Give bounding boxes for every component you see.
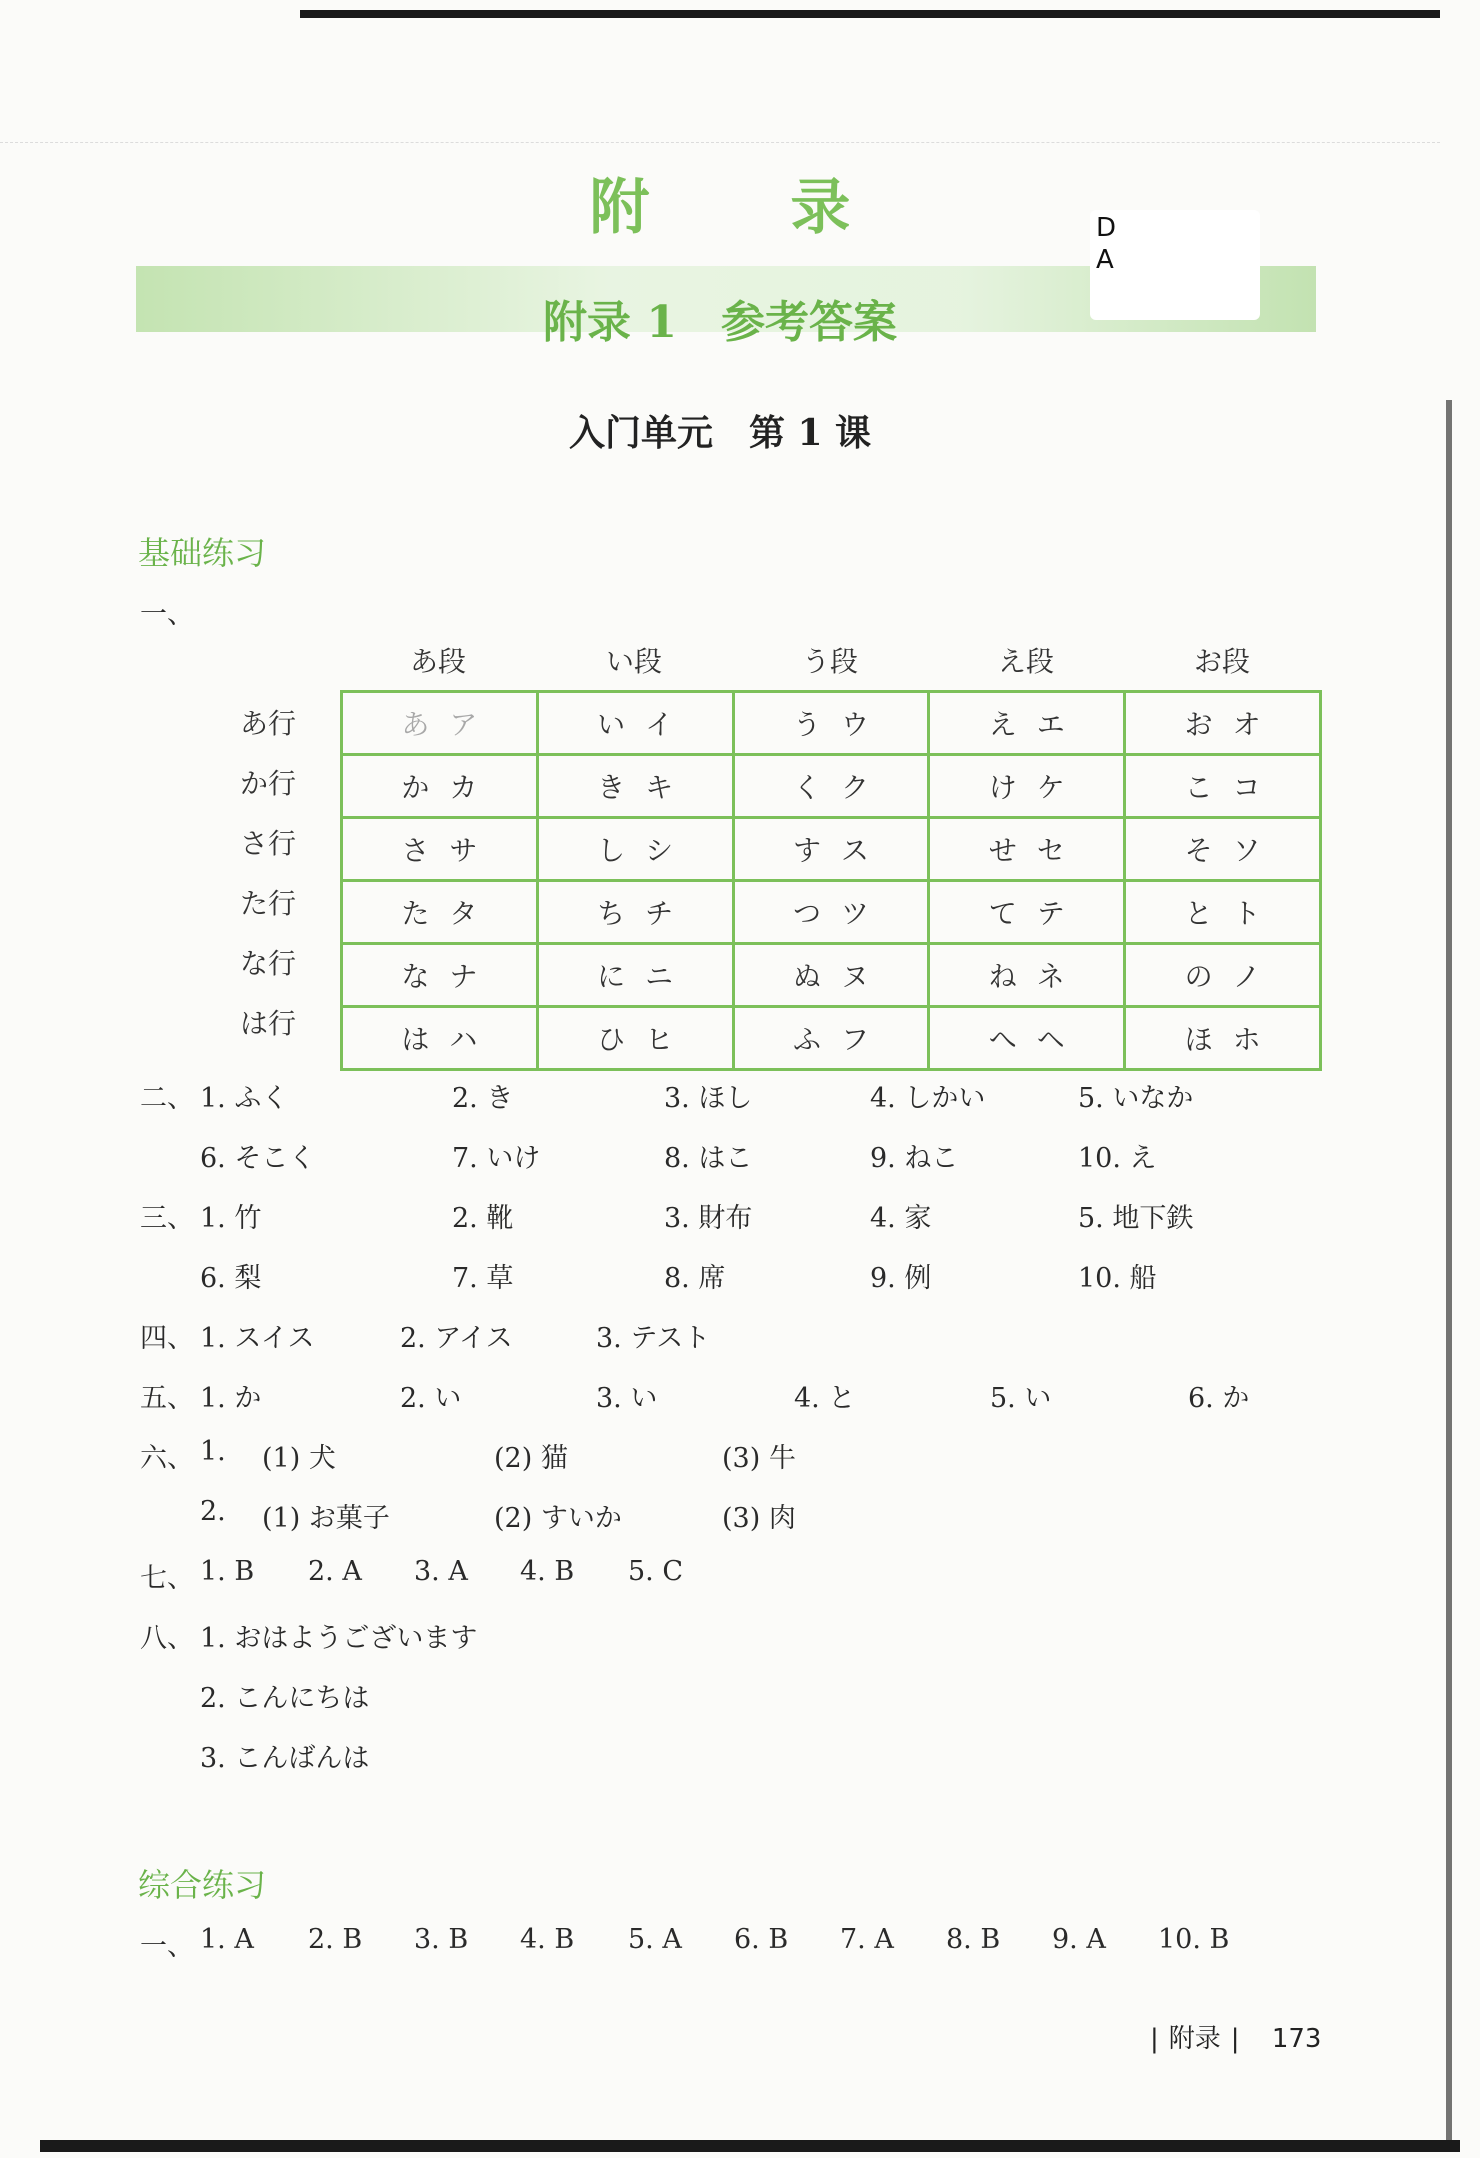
exercise-8-label: 八、 [140,1623,194,1654]
kana-cell: せ セ [929,818,1125,881]
page-footer: | 附录 | 173 [1150,2024,1322,2054]
answer-item: 8. 席 [664,1263,726,1294]
kana-cell: ひ ヒ [537,1007,733,1070]
scan-top-edge [300,10,1440,18]
answer-item: 3. 財布 [664,1203,753,1234]
answer-item: 4. B [520,1924,575,1955]
kana-cell: ふ フ [733,1007,929,1070]
table-row [342,944,1321,1007]
answer-item: 9. A [1052,1924,1106,1955]
answer-item: 8. はこ [664,1143,753,1174]
column-head: お段 [1193,645,1250,678]
exercise-7-label: 七、 [140,1563,194,1594]
kana-cell: へ ヘ [929,1007,1125,1070]
answer-item: 2. こんにちは [200,1683,370,1714]
answer-item: 8. B [946,1924,1001,1955]
kana-table [340,690,1322,1071]
answer-item: (3) 肉 [722,1503,796,1534]
answer-item: 4. と [794,1383,856,1414]
answer-item: 3. い [596,1383,658,1414]
answer-item: 6. B [734,1924,789,1955]
row-head: た行 [240,887,297,920]
page-number: 173 [1271,2024,1322,2054]
row-head: は行 [240,1007,297,1040]
answer-item: 10. B [1158,1924,1230,1955]
exercise-5-label: 五、 [140,1383,194,1414]
banner-title: 附录 1 参考答案 [543,297,897,348]
divider [0,142,1440,143]
column-head: え段 [997,645,1054,678]
answer-item: 5. 地下鉄 [1078,1203,1194,1234]
answer-item: (1) お菓子 [262,1503,390,1534]
answer-item: 7. A [840,1924,894,1955]
table-row [342,755,1321,818]
scan-right-edge [1446,400,1452,2140]
answer-item: 1. A [200,1924,254,1955]
sticker-text: D A [1096,213,1117,275]
appendix-title: 附 录 [589,173,911,243]
answer-item: 6. 梨 [200,1263,262,1294]
table-row [342,881,1321,944]
answer-item: 9. ねこ [870,1143,959,1174]
exercise-3-label: 三、 [140,1203,194,1234]
answer-item: 2. B [308,1924,363,1955]
kana-cell: ぬ ヌ [733,944,929,1007]
answer-item: 1. スイス [200,1323,315,1354]
scan-bottom-edge [40,2140,1460,2152]
answer-item: 1. おはようございます [200,1623,478,1654]
answer-item: 5. いなか [1078,1083,1194,1114]
kana-cell: た タ [342,881,538,944]
answer-item: 3. ほし [664,1083,753,1114]
kana-cell: ね ネ [929,944,1125,1007]
kana-cell: こ コ [1125,755,1321,818]
answer-item: 4. B [520,1556,575,1587]
answer-item: 5. C [628,1556,684,1587]
section-basic-practice: 基础练习 [138,534,267,572]
answer-item: (1) 犬 [262,1443,336,1474]
table-row [342,1007,1321,1070]
lesson-title: 入门单元 第 1 课 [568,412,872,454]
kana-cell: お オ [1125,692,1321,755]
answer-item: 5. A [628,1924,682,1955]
kana-cell: え エ [929,692,1125,755]
answer-item: 3. A [414,1556,468,1587]
kana-cell: ほ ホ [1125,1007,1321,1070]
exercise-6-label: 六、 [140,1443,194,1474]
comprehensive-1-label: 一、 [140,1931,194,1962]
kana-cell: と ト [1125,881,1321,944]
kana-cell: け ケ [929,755,1125,818]
kana-cell: う ウ [733,692,929,755]
answer-item: 10. え [1078,1143,1157,1174]
answer-item: 6. そこく [200,1143,316,1174]
row-head: か行 [240,767,297,800]
answer-item: 10. 船 [1078,1263,1157,1294]
column-head: う段 [801,645,858,678]
answer-item: (2) 猫 [494,1443,568,1474]
kana-cell: そ ソ [1125,818,1321,881]
kana-cell: か カ [342,755,538,818]
row-head: さ行 [240,827,297,860]
answer-item: 2. アイス [400,1323,513,1354]
kana-cell: い イ [537,692,733,755]
table-row [342,692,1321,755]
answer-item: 4. 家 [870,1203,932,1234]
answer-item: 3. B [414,1924,469,1955]
kana-cell: き キ [537,755,733,818]
exercise-1-label: 一、 [140,599,194,630]
answer-item: 1. B [200,1556,255,1587]
answer-item: 3. テスト [596,1323,711,1354]
kana-cell: て テ [929,881,1125,944]
kana-cell: な ナ [342,944,538,1007]
column-head: あ段 [409,645,466,678]
row-head: あ行 [240,707,297,740]
answer-item: 2. い [400,1383,462,1414]
answer-item: 1. か [200,1383,262,1414]
answer-item: 4. しかい [870,1083,986,1114]
kana-cell: は ハ [342,1007,538,1070]
answer-item: 2. き [452,1083,514,1114]
answer-item: 9. 例 [870,1263,932,1294]
answer-item: 1. 竹 [200,1203,262,1234]
answer-item: 3. こんばんは [200,1743,370,1774]
answer-item: 2. A [308,1556,362,1587]
answer-item: 5. い [990,1383,1052,1414]
footer-section: 附录 [1168,2024,1221,2054]
kana-cell: の ノ [1125,944,1321,1007]
answer-item: 7. 草 [452,1263,514,1294]
kana-cell: す ス [733,818,929,881]
answer-item: 7. いけ [452,1143,541,1174]
answer-item: 1. [200,1436,226,1467]
kana-cell: あ ア [342,692,538,755]
answer-item: 2. [200,1496,226,1527]
kana-cell: つ ツ [733,881,929,944]
answer-item: 1. ふく [200,1083,289,1114]
kana-cell: に ニ [537,944,733,1007]
kana-cell: ち チ [537,881,733,944]
row-head: な行 [240,947,297,980]
kana-cell: さ サ [342,818,538,881]
answer-item: (2) すいか [494,1503,622,1534]
kana-cell: く ク [733,755,929,818]
column-head: い段 [605,645,662,678]
exercise-4-label: 四、 [140,1323,194,1354]
exercise-2-label: 二、 [140,1083,194,1114]
answer-item: (3) 牛 [722,1443,796,1474]
table-row [342,818,1321,881]
section-comprehensive-practice: 综合练习 [138,1866,267,1904]
kana-cell: し シ [537,818,733,881]
answer-item: 2. 靴 [452,1203,514,1234]
answer-item: 6. か [1188,1383,1250,1414]
